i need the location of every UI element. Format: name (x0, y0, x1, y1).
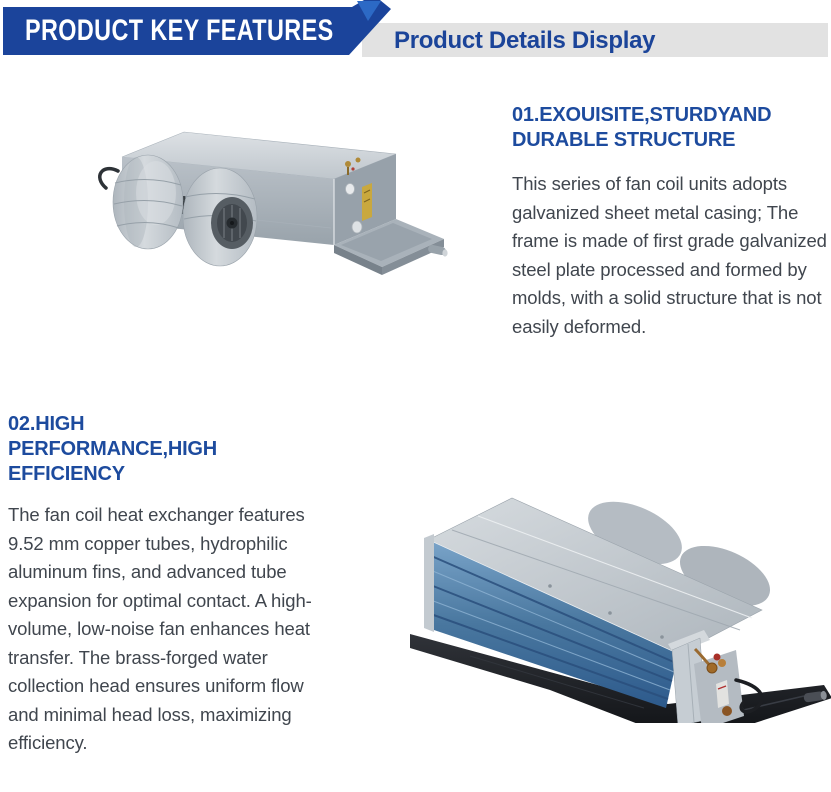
unit1-brass-valve (345, 161, 351, 167)
feature-2-description: The fan coil heat exchanger features 9.52 mm copper tubes, hydrophilic aluminum fins, and advanced tube expansion for optimal contact. A high-volume, low-noise fan enhances heat transfer. The brass-forged water collection head ensures uniform flow and minimal head loss, maximizing efficiency. (8, 504, 312, 753)
header-subtitle: Product Details Display (394, 27, 656, 54)
feature-2-title: 02.HIGH PERFORMANCE,HIGH EFFICIENCY (8, 413, 218, 485)
unit2-left-frame (424, 534, 434, 632)
unit1-pipe-fitting-top (346, 184, 355, 195)
feature-1-product-image (60, 105, 460, 330)
unit1-label (362, 183, 372, 221)
unit1-blower-left (113, 155, 183, 249)
unit2-red-valve (714, 654, 721, 661)
unit2-brass-fitting-top (707, 663, 717, 673)
feature-1-description: This series of fan coil units adopts galvanized sheet metal casing; The frame is made of first grade galvanized steel plate processed and formed by molds, with a solid structure that is not easily deformed. (512, 173, 827, 337)
feature-2-product-image (400, 458, 831, 723)
banner-title: PRODUCT KEY FEATURES (25, 14, 334, 47)
unit2-housing-label (716, 680, 729, 708)
feature-1-title: 01.EXOUISITE,STURDYAND DURABLE STRUCTURE (512, 104, 772, 151)
unit2-brass-fitting-bottom (722, 706, 732, 716)
unit1-blower-right (183, 168, 257, 266)
unit1-pipe-fitting-bottom (352, 221, 362, 233)
